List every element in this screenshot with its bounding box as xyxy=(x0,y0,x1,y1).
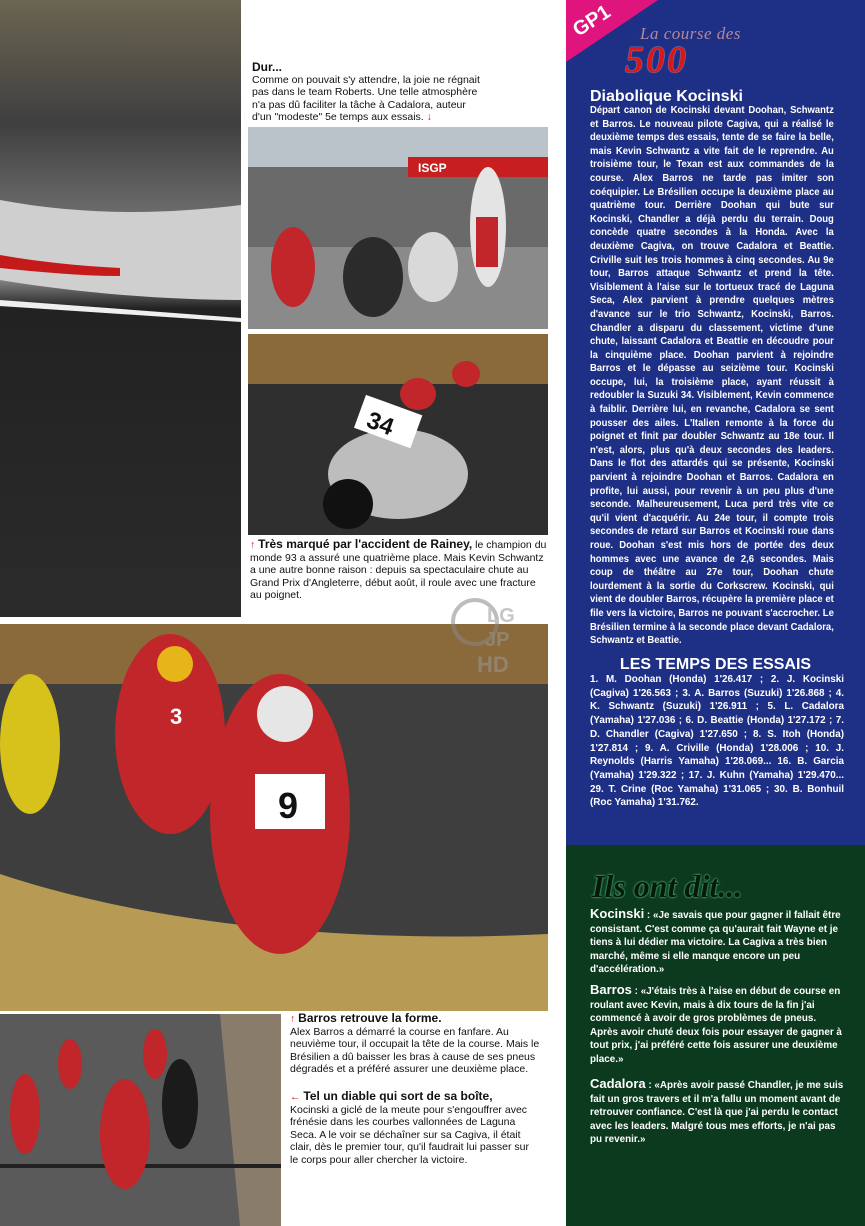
caption-dur xyxy=(252,61,484,124)
svg-text:JP: JP xyxy=(485,629,510,651)
caption-dur-text: Comme on pouvait s'y attendre, la joie ne régnait pas dans le team Roberts. Une telle atmosphère n'a pas dû faciliter la tâche à Cadalora, auteur d'un "modeste" 5e temps aux essais. xyxy=(252,73,480,123)
section-big-title: 500 xyxy=(625,39,688,81)
times-body: 1. M. Doohan (Honda) 1'26.417 ; 2. J. Kocinski (Cagiva) 1'26.563 ; 3. A. Barros (Suzuki) 1'26.868 ; 4. K. Schwantz (Suzuki) 1'26.911 ; 5. L. Cadalora (Yamaha) 1'27.036 ; 6. D. Beattie (Honda) 1'27.172 ; 7. D. Chandler (Cagiva) 1'27.650 ; 8. S. Itoh (Honda) 1'27.814 ; 9. A. Criville (Honda) 1'28.006 ; 10. J. Reynolds (Harris Yamaha) 1'28.069... 16. B. Garcia (Yamaha) 1'29.322 ; 17. J. Kuhn (Yamaha) 1'29.470... 29. T. Crine (Roc Yamaha) 1'31.065 ; 30. B. Bonhuil (Roc Yamaha) 1'31.762. xyxy=(590,674,844,809)
caption-barros-title: Barros retrouve la forme. xyxy=(298,1011,442,1025)
photo-bike-34 xyxy=(248,334,548,535)
quote-cadalora xyxy=(590,1077,844,1147)
article-title: Diabolique Kocinski xyxy=(590,88,743,105)
times-title: LES TEMPS DES ESSAIS xyxy=(619,656,812,673)
caption-barros xyxy=(290,1012,540,1076)
caption-rainey-title: Très marqué par l'accident de Rainey, xyxy=(258,537,473,551)
quote-text: : «Après avoir passé Chandler, je me suis fait un gros travers et il m'a fallu un moment avant de retrouver confiance. C'est là que j'ai perdu le contact avec les leaders. Malgré tous mes efforts, je n'ai pas pu revenir.» xyxy=(590,1080,844,1146)
caption-diable-title: Tel un diable qui sort de sa boîte, xyxy=(303,1089,493,1103)
arrow-up-icon: ↑ xyxy=(290,1013,296,1025)
quote-barros xyxy=(590,983,844,1067)
caption-diable xyxy=(290,1090,530,1166)
quote-name: Barros xyxy=(590,982,632,997)
gp-badge-label: GP1 xyxy=(568,0,615,42)
photo-track-closeup xyxy=(0,0,241,617)
quote-name: Kocinski xyxy=(590,906,645,921)
pit-banner-text: ISGP xyxy=(418,161,447,175)
svg-text:LG: LG xyxy=(487,605,515,627)
section-subtitle: La course des xyxy=(640,24,741,43)
quote-name: Cadalora xyxy=(590,1076,646,1091)
caption-rainey-text: le champion du monde 93 a assuré une quatrième place. Mais Kevin Schwantz a une autre bonne raison : depuis sa spectaculaire chute au Grand Prix d'Angleterre, début août, il roule avec une fracture au poignet. xyxy=(250,539,547,601)
caption-dur-title: Dur... xyxy=(252,60,283,74)
photo-race-pack xyxy=(0,624,548,1011)
article-body: Départ canon de Kocinski devant Doohan, Schwantz et Barros. Le nouveau pilote Cagiva, qui a réalisé le deuxième temps des essais, tente de se faire la belle, mais Kevin Schwantz a vite fait de le reprendre. Au troisième tour, le Texan est aux commandes de la course. Alex Barros ne tarde pas imiter son coéquipier. Le Brésilien occupe la deuxième place au quatrième tour. Derrière Doohan qui bute sur Kocinski, Chandler a déjà perdu du terrain. Doug concède quatre secondes à la Honda. Avec la deuxième Cagiva, on trouve Cadalora et Beattie. Criville suit les trois hommes à cinq secondes. Au 9e tour, Barros attaque Schwantz et prend la tête. Visiblement à l'aise sur le tortueux tracé de Laguna Seca, Alex parvient à prendre quelques mètres d'avance sur le trio Schwantz, Kocinski, Barros. Chandler a disparu du classement, victime d'une chute, laissant Cadalora et Beattie en découdre pour la cinquième place. Doohan parvient à rejoindre Barros et le dépasse au seizième tour. Kocinski occupe, lui, la troisième place, ayant réussit à redoubler la Suzuki 34. Visiblement, Kevin commence à faiblir. Derrière lui, en revanche, Cadalora se sent pousser des ailes. L'Italien remonte à la force du poignet et finit par doubler Schwantz au 18e tour. Il n'est, alors, plus qu'à deux secondes des leaders. Dans le flot des attardés qui se présente, Kocinski parvient à rejoindre Doohan et Barros. Cadalora en profite, lui aussi, pour revenir à un peu plus d'une seconde. Malheureusement, Luca perd très vite ce qu'il vient d'acquérir. Au 24e tour, il compte trois secondes de retard sur Barros et Kocinski roue dans roue. Doohan s'est mis hors de portée des deux hommes avec une avance de 2,6 secondes. Mais coup de théâtre au 27e tour, Doohan chute lourdement à la sortie du Corkscrew. Kocinski, qui vient de doubler Barros, récupère la première place et file vers la victoire, Barros ne pouvant s'accrocher. Le Brésilien termine à la seconde place devant Cadalora, Schwantz et Beattie. xyxy=(590,105,834,647)
watermark-logo xyxy=(447,592,532,680)
quote-text: : «Je savais que pour gagner il fallait être consistant. C'est comme ça qu'aurait fait Wayne et je tiens à lui dédier ma victoire. La Cagiva a très bien marché, même si elle manque encore un peu d'accélération.» xyxy=(590,910,841,976)
arrow-up-icon: ↑ xyxy=(250,539,256,551)
quote-text: : «J'étais très à l'aise en début de course en roulant avec Kevin, mais à dix tours de la fin j'ai commencé à avoir de gros problèmes de pneus. Après avoir chuté deux fois pour essayer de gagner à tout prix, j'ai préféré cette fois assurer une deuxième place.» xyxy=(590,986,842,1065)
caption-diable-text: Kocinski a giclé de la meute pour s'engouffrer avec frénésie dans les courbes vallonnées de Laguna Seca. A le voir se déchaîner sur sa Cagiva, il était clair, dès le premier tour, qu'il faudrait lui passer sur le corps pour aller chercher la victoire. xyxy=(290,1103,529,1166)
bike-number-3: 3 xyxy=(170,704,183,729)
bike-number-34: 34 xyxy=(363,406,398,442)
caption-barros-text: Alex Barros a démarré la course en fanfare. Au neuvième tour, il occupait la tête de la course. Mais le Brésilien a dû baisser les bras à cause de ses pneus dégradés et a préféré assurer une deuxième place. xyxy=(290,1025,540,1075)
photo-start-grid xyxy=(0,1014,281,1226)
quotes-title: Ils ont dit... xyxy=(592,868,743,904)
arrow-down-icon: ↓ xyxy=(426,111,432,123)
photo-pit-crew xyxy=(248,127,548,329)
quote-kocinski xyxy=(590,907,844,977)
arrow-left-icon: ← xyxy=(290,1091,301,1103)
svg-text:HD: HD xyxy=(477,652,509,677)
bike-number-9: 9 xyxy=(278,785,299,826)
